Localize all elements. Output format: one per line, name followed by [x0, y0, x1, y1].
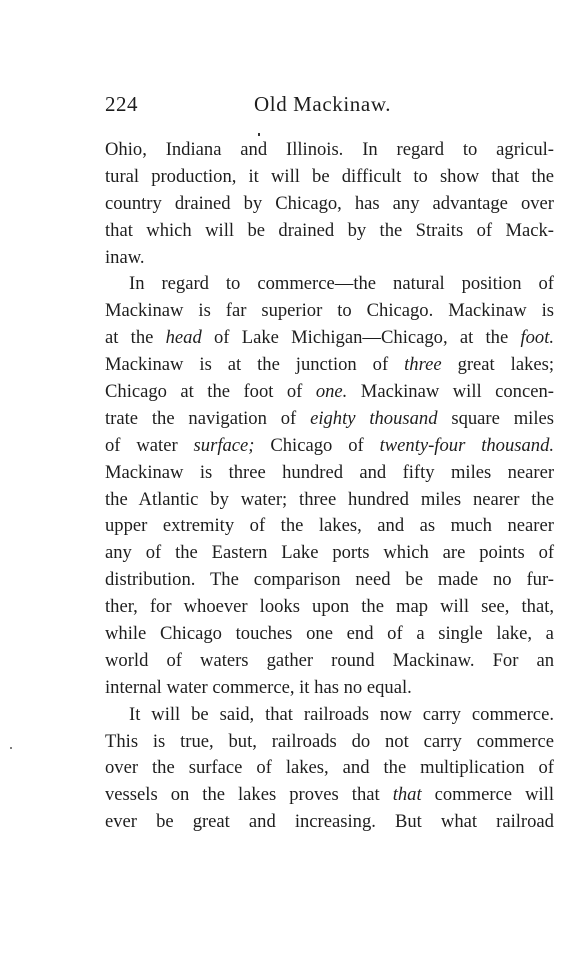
- text-line: any of the Eastern Lake ports which are points of: [105, 542, 555, 564]
- print-speck: [258, 133, 260, 136]
- running-title: Old Mackinaw.: [254, 92, 392, 116]
- text-line: that which will be drained by the Straits of Mack-: [105, 219, 554, 241]
- text-line: at the head of Lake Michigan—Chicago, at the foot.: [105, 327, 555, 349]
- margin-mark: [10, 747, 12, 749]
- page-number: 224: [105, 92, 138, 116]
- text-line: the Atlantic by water; three hundred miles nearer the: [105, 488, 554, 510]
- text-line: country drained by Chicago, has any advantage over: [105, 192, 554, 214]
- text-line: It will be said, that railroads now carry commerce.: [129, 703, 554, 725]
- text-line: This is true, but, railroads do not carry commerce: [105, 730, 554, 752]
- text-line: Mackinaw is far superior to Chicago. Mackinaw is: [105, 300, 555, 322]
- text-line: ther, for whoever looks upon the map will see, that,: [105, 596, 555, 618]
- body-text: [105, 137, 554, 836]
- page-header: [105, 92, 555, 122]
- text-line: while Chicago touches one end of a single lake, a: [105, 623, 554, 645]
- text-line: upper extremity of the lakes, and as much nearer: [105, 515, 554, 537]
- text-line: inaw.: [105, 246, 145, 268]
- text-line: Mackinaw is three hundred and fifty miles nearer: [105, 461, 555, 483]
- text-line: world of waters gather round Mackinaw. For an: [105, 649, 555, 671]
- text-line: distribution. The comparison need be made no fur-: [105, 569, 554, 591]
- text-line: Ohio, Indiana and Illinois. In regard to agricul-: [105, 139, 554, 160]
- text-line: trate the navigation of eighty thousand square miles: [105, 407, 554, 429]
- text-line: of water surface; Chicago of twenty-four thousand.: [105, 434, 555, 456]
- text-line: over the surface of lakes, and the multiplication of: [105, 757, 554, 779]
- text-line: Chicago at the foot of one. Mackinaw will concen-: [105, 381, 554, 403]
- text-line: Mackinaw is at the junction of three great lakes;: [105, 354, 555, 376]
- text-line: tural production, it will be difficult to show that the: [105, 165, 555, 187]
- text-line: vessels on the lakes proves that that commerce will: [105, 784, 554, 806]
- text-line: In regard to commerce—the natural position of: [129, 273, 554, 295]
- text-line: internal water commerce, it has no equal.: [105, 676, 412, 698]
- text-line: ever be great and increasing. But what railroad: [105, 811, 554, 833]
